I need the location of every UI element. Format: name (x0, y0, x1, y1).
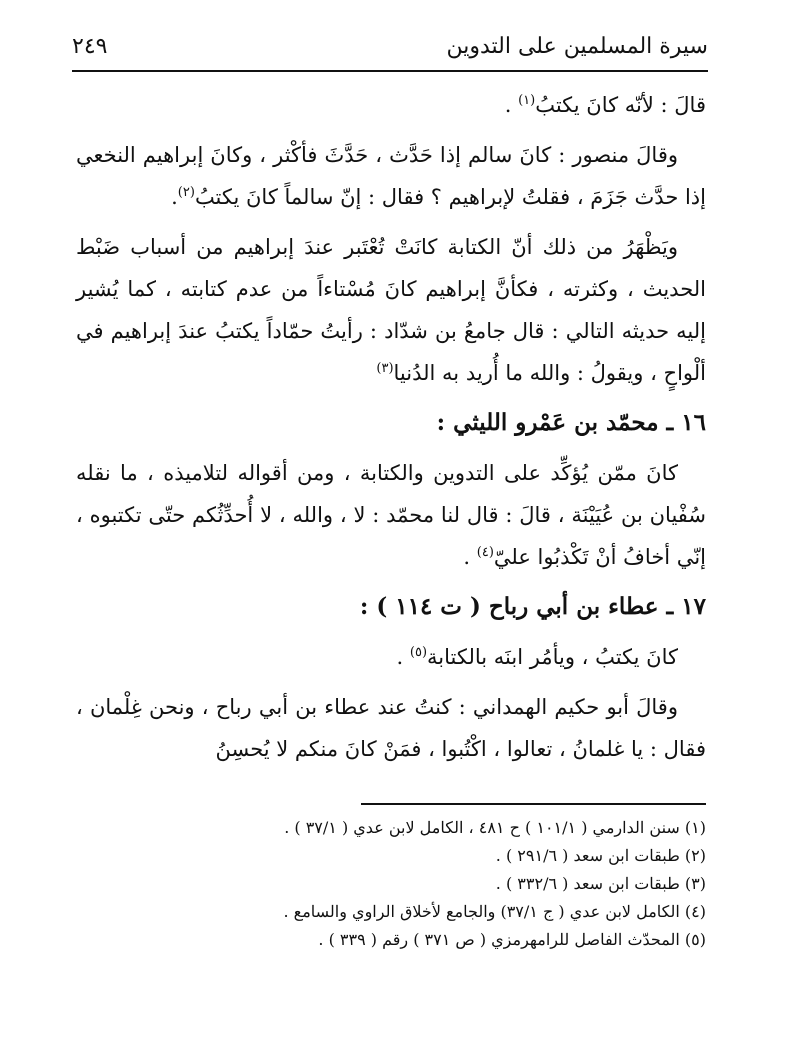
paragraph-1-text: قالَ : لأنّه كانَ يكتبُ (535, 93, 706, 117)
paragraph-5-end: . (396, 645, 410, 669)
footnote-ref-2: (٢) (177, 185, 195, 200)
footnotes (76, 814, 706, 954)
paragraph-1-end: . (504, 93, 519, 117)
section-heading-16: ١٦ ـ محمّد بن عَمْرو الليثي : (436, 409, 706, 436)
footnote-3: (٣) طبقات ابن سعد ( ٣٣٢/٦ ) . (495, 874, 706, 893)
footnote-2: (٢) طبقات ابن سعد ( ٢٩١/٦ ) . (495, 846, 706, 865)
paragraph-5-text: كانَ يكتبُ ، ويأمُر ابنَه بالكتابة (427, 645, 678, 669)
running-title: سيرة المسلمين على التدوين (446, 34, 708, 59)
paragraph-2-text: وقالَ منصور : كانَ سالم إذا حَدَّث ، حَدَّثَ فأكْثر ، وكانَ إبراهيم النخعي إذا حدَّث جَزَمَ ، فقلتُ لإبراهيم ؟ فقال : إنّ سالماً كانَ يكتبُ (76, 143, 706, 209)
footnote-1: (١) سنن الدارمي ( ١٠١/١ ) ح ٤٨١ ، الكامل لابن عدي ( ٣٧/١ ) . (284, 818, 706, 837)
paragraph-6: وقالَ أبو حكيم الهمداني : كنتُ عند عطاء بن أبي رباح ، ونحن غِلْمان ، فقال : يا غلمانُ ، تعالوا ، اكْتُبوا ، فمَنْ كانَ منكم لا يُحسِنُ (76, 695, 706, 761)
paragraph-5 (76, 636, 706, 678)
section-heading-17: ١٧ ـ عطاء بن أبي رباح ( ت ١١٤ ) : (359, 593, 706, 620)
paragraph-4-end: . (463, 545, 477, 569)
main-text (76, 84, 706, 778)
paragraph-4-text: كانَ ممّن يُؤكِّد على التدوين والكتابة ، ومن أقواله لتلاميذه ، ما نقله سُفْيان بن عُيَيْنَة ، قالَ : قال لنا محمّد : لا ، والله ، لا أُحدِّثُكم حتّى تكتبوه ، إنّي أخافُ أنْ تَكْذبُوا عليّ (76, 461, 706, 569)
footnote-5: (٥) المحدّث الفاصل للرامهرمزي ( ص ٣٧١ ) رقم ( ٣٣٩ ) . (318, 930, 706, 949)
footnote-ref-3: (٣) (376, 361, 394, 376)
paragraph-2-end: . (171, 185, 178, 209)
page-header (72, 30, 708, 72)
page-number: ٢٤٩ (72, 34, 108, 59)
footnote-ref-5: (٥) (409, 645, 428, 660)
footnote-ref-4: (٤) (476, 545, 494, 560)
footnote-separator (361, 803, 706, 805)
footnote-ref-1: (١) (518, 93, 536, 108)
paragraph-2 (76, 134, 706, 218)
paragraph-1 (76, 84, 706, 126)
paragraph-3 (76, 226, 706, 394)
paragraph-4 (76, 452, 706, 578)
footnote-4: (٤) الكامل لابن عدي ( ج ٣٧/١) والجامع لأخلاق الراوي والسامع . (283, 902, 706, 921)
paragraph-3-text: ويَظْهَرُ من ذلك أنّ الكتابة كانَتْ تُعْتَبر عندَ إبراهيم من أسباب ضَبْط الحديث ، وكثرته ، فكأنَّ إبراهيم كانَ مُسْتاءاً من عدم كتابته ، كما يُشير إليه حديثه التالي : قال جامعُ بن شدّاد : رأيتُ حمّاداً يكتبُ عندَ إبراهيم في ألْواحٍ ، ويقولُ : والله ما أُريد به الدُنيا (76, 235, 706, 385)
